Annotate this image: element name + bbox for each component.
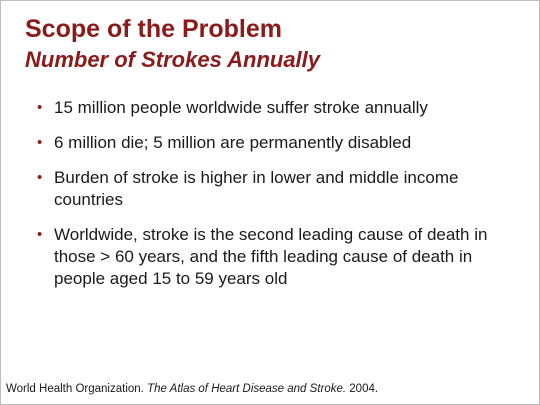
bullet-icon: •: [37, 169, 43, 186]
slide-title: Scope of the Problem: [25, 15, 282, 43]
bullet-item: [37, 132, 507, 154]
bullet-icon: •: [37, 134, 43, 151]
bullet-text: 6 million die; 5 million are permanently disabled: [54, 133, 412, 152]
bullet-text: Worldwide, stroke is the second leading cause of death in those > 60 years, and the fifth leading cause of death in people aged 15 to 59 years old: [54, 225, 488, 288]
citation: [6, 383, 378, 395]
bullet-item: [37, 97, 507, 119]
citation-author: World Health Organization.: [6, 383, 148, 395]
bullet-icon: •: [37, 226, 43, 243]
bullet-text: 15 million people worldwide suffer stroke annually: [54, 98, 428, 117]
bullet-icon: •: [37, 99, 43, 116]
bullet-item: [37, 167, 507, 211]
slide-subtitle: Number of Strokes Annually: [25, 47, 321, 72]
bullet-list: [37, 97, 507, 303]
citation-work: The Atlas of Heart Disease and Stroke.: [147, 383, 347, 395]
citation-year: 2004.: [346, 383, 379, 395]
bullet-text: Burden of stroke is higher in lower and middle income countries: [54, 168, 459, 209]
bullet-item: [37, 224, 507, 290]
